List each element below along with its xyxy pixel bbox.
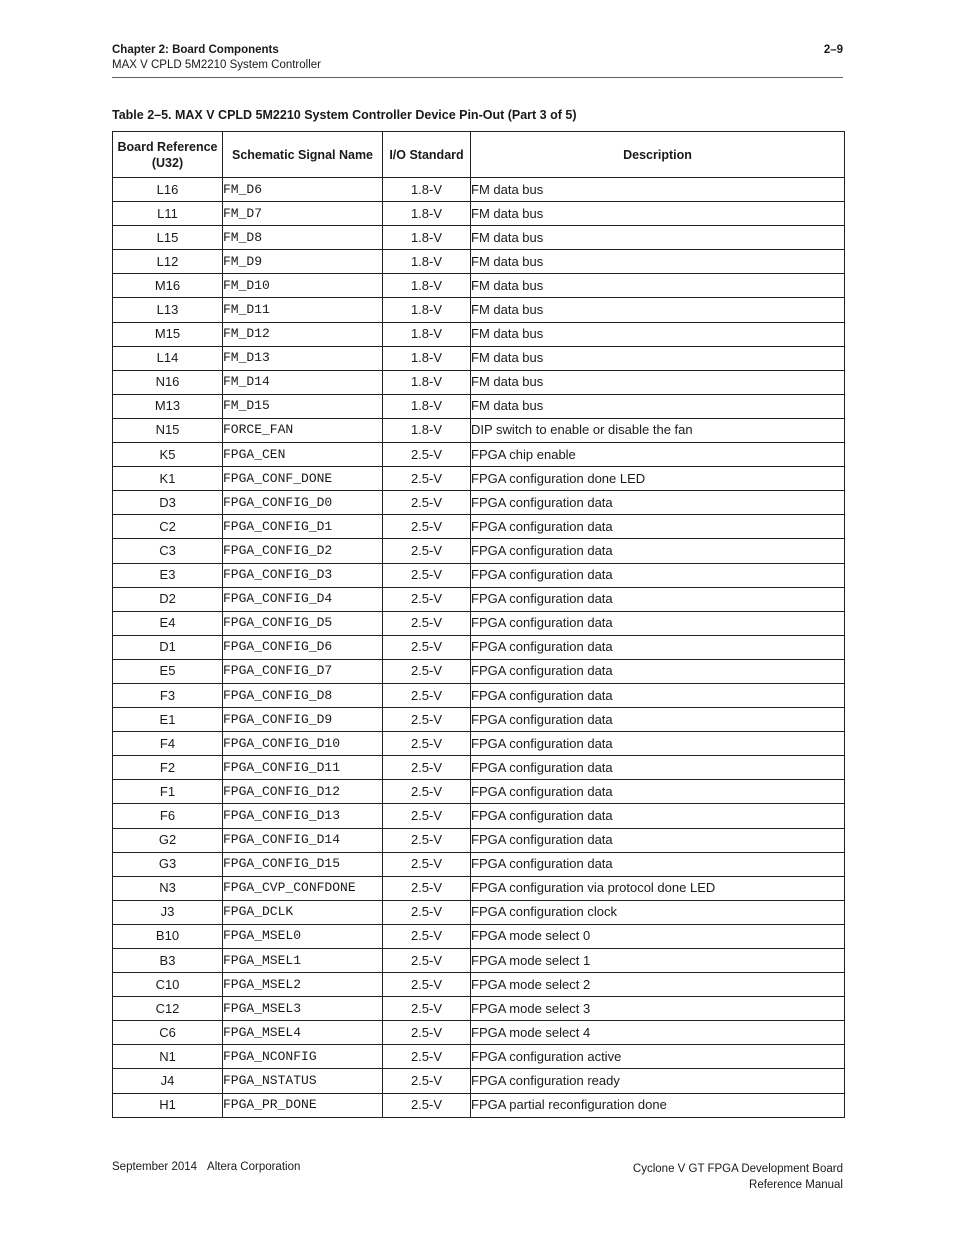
board-reference-cell: G2	[113, 828, 223, 852]
signal-name-cell: FM_D7	[223, 202, 383, 226]
signal-name-cell: FPGA_CONFIG_D4	[223, 587, 383, 611]
signal-name-cell: FM_D9	[223, 250, 383, 274]
io-standard-cell: 2.5-V	[383, 804, 471, 828]
signal-name-cell: FPGA_CONF_DONE	[223, 467, 383, 491]
signal-name-cell: FPGA_CONFIG_D8	[223, 683, 383, 707]
description-cell: DIP switch to enable or disable the fan	[471, 418, 845, 442]
description-cell: FPGA configuration data	[471, 587, 845, 611]
footer-date: September 2014	[112, 1161, 198, 1173]
signal-name-cell: FPGA_CONFIG_D6	[223, 635, 383, 659]
description-cell: FPGA configuration data	[471, 683, 845, 707]
description-cell: FM data bus	[471, 394, 845, 418]
description-cell: FPGA mode select 2	[471, 973, 845, 997]
description-cell: FPGA configuration done LED	[471, 467, 845, 491]
board-reference-cell: F2	[113, 756, 223, 780]
table-row	[113, 491, 845, 515]
signal-name-cell: FM_D13	[223, 346, 383, 370]
description-cell: FM data bus	[471, 298, 845, 322]
description-cell: FPGA configuration via protocol done LED	[471, 876, 845, 900]
signal-name-cell: FPGA_CONFIG_D5	[223, 611, 383, 635]
signal-name-cell: FM_D6	[223, 178, 383, 202]
table-row	[113, 274, 845, 298]
io-standard-cell: 2.5-V	[383, 732, 471, 756]
table-row	[113, 756, 845, 780]
board-reference-cell: C10	[113, 973, 223, 997]
signal-name-cell: FPGA_CONFIG_D15	[223, 852, 383, 876]
board-reference-cell: M13	[113, 394, 223, 418]
signal-name-cell: FPGA_CONFIG_D10	[223, 732, 383, 756]
description-cell: FPGA mode select 1	[471, 949, 845, 973]
board-reference-cell: N15	[113, 418, 223, 442]
description-cell: FPGA chip enable	[471, 443, 845, 467]
io-standard-cell: 2.5-V	[383, 635, 471, 659]
signal-name-cell: FPGA_MSEL4	[223, 1021, 383, 1045]
signal-name-cell: FPGA_CONFIG_D2	[223, 539, 383, 563]
io-standard-cell: 2.5-V	[383, 515, 471, 539]
io-standard-cell: 2.5-V	[383, 1045, 471, 1069]
signal-name-cell: FM_D11	[223, 298, 383, 322]
table-row	[113, 226, 845, 250]
description-cell: FPGA configuration data	[471, 635, 845, 659]
board-reference-cell: L13	[113, 298, 223, 322]
column-header-board-reference: Board Reference (U32)	[113, 132, 223, 178]
table-row	[113, 828, 845, 852]
signal-name-cell: FPGA_CONFIG_D1	[223, 515, 383, 539]
signal-name-cell: FPGA_MSEL2	[223, 973, 383, 997]
table-row	[113, 732, 845, 756]
signal-name-cell: FPGA_NCONFIG	[223, 1045, 383, 1069]
signal-name-cell: FPGA_CVP_CONFDONE	[223, 876, 383, 900]
table-row	[113, 876, 845, 900]
io-standard-cell: 2.5-V	[383, 539, 471, 563]
io-standard-cell: 2.5-V	[383, 828, 471, 852]
signal-name-cell: FPGA_CONFIG_D7	[223, 659, 383, 683]
board-reference-cell: H1	[113, 1093, 223, 1117]
table-row	[113, 949, 845, 973]
description-cell: FPGA configuration data	[471, 780, 845, 804]
board-reference-cell: E1	[113, 708, 223, 732]
io-standard-cell: 2.5-V	[383, 1093, 471, 1117]
io-standard-cell: 2.5-V	[383, 683, 471, 707]
table-row	[113, 1021, 845, 1045]
signal-name-cell: FPGA_CONFIG_D11	[223, 756, 383, 780]
board-reference-cell: B10	[113, 924, 223, 948]
io-standard-cell: 1.8-V	[383, 394, 471, 418]
table-row	[113, 611, 845, 635]
signal-name-cell: FPGA_MSEL3	[223, 997, 383, 1021]
board-reference-cell: N16	[113, 370, 223, 394]
table-row	[113, 178, 845, 202]
pin-out-table	[112, 131, 845, 1118]
footer-doc-type: Reference Manual	[749, 1179, 843, 1191]
signal-name-cell: FPGA_CONFIG_D0	[223, 491, 383, 515]
board-reference-cell: F6	[113, 804, 223, 828]
board-reference-cell: D1	[113, 635, 223, 659]
io-standard-cell: 2.5-V	[383, 467, 471, 491]
description-cell: FM data bus	[471, 274, 845, 298]
column-header-description: Description	[471, 132, 845, 178]
io-standard-cell: 1.8-V	[383, 274, 471, 298]
io-standard-cell: 2.5-V	[383, 611, 471, 635]
table-row	[113, 708, 845, 732]
board-reference-cell: M15	[113, 322, 223, 346]
board-reference-cell: G3	[113, 852, 223, 876]
table-row	[113, 394, 845, 418]
table-row	[113, 997, 845, 1021]
description-cell: FPGA configuration active	[471, 1045, 845, 1069]
io-standard-cell: 1.8-V	[383, 298, 471, 322]
io-standard-cell: 2.5-V	[383, 443, 471, 467]
board-reference-cell: L11	[113, 202, 223, 226]
chapter-title: Chapter 2: Board Components	[112, 44, 279, 56]
description-cell: FM data bus	[471, 322, 845, 346]
description-cell: FPGA configuration data	[471, 852, 845, 876]
board-reference-cell: K1	[113, 467, 223, 491]
io-standard-cell: 1.8-V	[383, 418, 471, 442]
table-row	[113, 563, 845, 587]
table-row	[113, 1093, 845, 1117]
io-standard-cell: 2.5-V	[383, 949, 471, 973]
table-row	[113, 298, 845, 322]
board-reference-cell: F3	[113, 683, 223, 707]
signal-name-cell: FPGA_CONFIG_D9	[223, 708, 383, 732]
description-cell: FPGA configuration data	[471, 756, 845, 780]
signal-name-cell: FPGA_CONFIG_D3	[223, 563, 383, 587]
io-standard-cell: 1.8-V	[383, 322, 471, 346]
io-standard-cell: 2.5-V	[383, 780, 471, 804]
board-reference-cell: L16	[113, 178, 223, 202]
column-header-io-standard: I/O Standard	[383, 132, 471, 178]
signal-name-cell: FPGA_DCLK	[223, 900, 383, 924]
board-reference-cell: J3	[113, 900, 223, 924]
footer-doc-title: Cyclone V GT FPGA Development Board	[632, 1163, 843, 1175]
description-cell: FPGA configuration data	[471, 659, 845, 683]
section-title: MAX V CPLD 5M2210 System Controller	[112, 59, 321, 71]
io-standard-cell: 1.8-V	[383, 202, 471, 226]
page-number: 2–9	[823, 44, 843, 56]
io-standard-cell: 1.8-V	[383, 250, 471, 274]
board-reference-cell: D3	[113, 491, 223, 515]
column-header-signal-name: Schematic Signal Name	[223, 132, 383, 178]
board-reference-cell: D2	[113, 587, 223, 611]
board-reference-cell: E3	[113, 563, 223, 587]
table-row	[113, 467, 845, 491]
signal-name-cell: FORCE_FAN	[223, 418, 383, 442]
board-reference-cell: C6	[113, 1021, 223, 1045]
description-cell: FPGA configuration data	[471, 732, 845, 756]
header-divider	[112, 77, 843, 78]
table-row	[113, 515, 845, 539]
board-reference-cell: L15	[113, 226, 223, 250]
description-cell: FPGA configuration data	[471, 804, 845, 828]
board-reference-cell: F4	[113, 732, 223, 756]
signal-name-cell: FPGA_CEN	[223, 443, 383, 467]
table-row	[113, 1069, 845, 1093]
board-reference-cell: K5	[113, 443, 223, 467]
description-cell: FM data bus	[471, 202, 845, 226]
io-standard-cell: 2.5-V	[383, 852, 471, 876]
io-standard-cell: 1.8-V	[383, 370, 471, 394]
board-reference-cell: C12	[113, 997, 223, 1021]
io-standard-cell: 2.5-V	[383, 973, 471, 997]
signal-name-cell: FPGA_MSEL0	[223, 924, 383, 948]
io-standard-cell: 2.5-V	[383, 587, 471, 611]
signal-name-cell: FM_D10	[223, 274, 383, 298]
board-reference-cell: F1	[113, 780, 223, 804]
description-cell: FPGA configuration data	[471, 491, 845, 515]
signal-name-cell: FPGA_CONFIG_D12	[223, 780, 383, 804]
table-row	[113, 924, 845, 948]
table-body	[113, 178, 845, 1118]
table-row	[113, 780, 845, 804]
description-cell: FM data bus	[471, 370, 845, 394]
description-cell: FPGA configuration data	[471, 539, 845, 563]
table-row	[113, 443, 845, 467]
signal-name-cell: FM_D15	[223, 394, 383, 418]
table-row	[113, 973, 845, 997]
footer-company: Altera Corporation	[207, 1161, 301, 1173]
table-row	[113, 250, 845, 274]
board-reference-cell: E4	[113, 611, 223, 635]
table-row	[113, 202, 845, 226]
signal-name-cell: FM_D12	[223, 322, 383, 346]
board-reference-cell: E5	[113, 659, 223, 683]
board-reference-cell: B3	[113, 949, 223, 973]
description-cell: FM data bus	[471, 226, 845, 250]
board-reference-cell: L12	[113, 250, 223, 274]
signal-name-cell: FM_D14	[223, 370, 383, 394]
page-footer-left	[112, 1161, 300, 1173]
io-standard-cell: 2.5-V	[383, 900, 471, 924]
io-standard-cell: 2.5-V	[383, 876, 471, 900]
io-standard-cell: 2.5-V	[383, 491, 471, 515]
board-reference-cell: L14	[113, 346, 223, 370]
description-cell: FPGA mode select 0	[471, 924, 845, 948]
table-header-row	[113, 132, 845, 178]
description-cell: FPGA configuration data	[471, 708, 845, 732]
io-standard-cell: 2.5-V	[383, 708, 471, 732]
signal-name-cell: FPGA_MSEL1	[223, 949, 383, 973]
io-standard-cell: 2.5-V	[383, 563, 471, 587]
table-row	[113, 852, 845, 876]
table-row	[113, 1045, 845, 1069]
signal-name-cell: FPGA_NSTATUS	[223, 1069, 383, 1093]
table-row	[113, 346, 845, 370]
io-standard-cell: 2.5-V	[383, 924, 471, 948]
description-cell: FPGA mode select 3	[471, 997, 845, 1021]
signal-name-cell: FPGA_CONFIG_D14	[223, 828, 383, 852]
io-standard-cell: 1.8-V	[383, 346, 471, 370]
page-footer-right	[633, 1161, 843, 1193]
page-header	[112, 43, 843, 73]
board-reference-cell: J4	[113, 1069, 223, 1093]
io-standard-cell: 2.5-V	[383, 997, 471, 1021]
description-cell: FPGA configuration data	[471, 563, 845, 587]
description-cell: FM data bus	[471, 250, 845, 274]
table-row	[113, 804, 845, 828]
table-row	[113, 370, 845, 394]
table-row	[113, 900, 845, 924]
table-row	[113, 635, 845, 659]
table-row	[113, 418, 845, 442]
table-row	[113, 539, 845, 563]
table-row	[113, 683, 845, 707]
description-cell: FPGA configuration data	[471, 515, 845, 539]
description-cell: FPGA configuration data	[471, 611, 845, 635]
description-cell: FPGA configuration ready	[471, 1069, 845, 1093]
io-standard-cell: 2.5-V	[383, 756, 471, 780]
io-standard-cell: 2.5-V	[383, 1021, 471, 1045]
table-caption: Table 2–5. MAX V CPLD 5M2210 System Controller Device Pin-Out (Part 3 of 5)	[112, 108, 577, 122]
table-row	[113, 659, 845, 683]
description-cell: FPGA configuration clock	[471, 900, 845, 924]
io-standard-cell: 1.8-V	[383, 226, 471, 250]
io-standard-cell: 1.8-V	[383, 178, 471, 202]
signal-name-cell: FM_D8	[223, 226, 383, 250]
signal-name-cell: FPGA_CONFIG_D13	[223, 804, 383, 828]
board-reference-cell: N1	[113, 1045, 223, 1069]
io-standard-cell: 2.5-V	[383, 1069, 471, 1093]
description-cell: FPGA configuration data	[471, 828, 845, 852]
description-cell: FM data bus	[471, 178, 845, 202]
description-cell: FM data bus	[471, 346, 845, 370]
board-reference-cell: C2	[113, 515, 223, 539]
board-reference-cell: N3	[113, 876, 223, 900]
io-standard-cell: 2.5-V	[383, 659, 471, 683]
description-cell: FPGA mode select 4	[471, 1021, 845, 1045]
table-row	[113, 322, 845, 346]
table-row	[113, 587, 845, 611]
board-reference-cell: M16	[113, 274, 223, 298]
board-reference-cell: C3	[113, 539, 223, 563]
signal-name-cell: FPGA_PR_DONE	[223, 1093, 383, 1117]
description-cell: FPGA partial reconfiguration done	[471, 1093, 845, 1117]
